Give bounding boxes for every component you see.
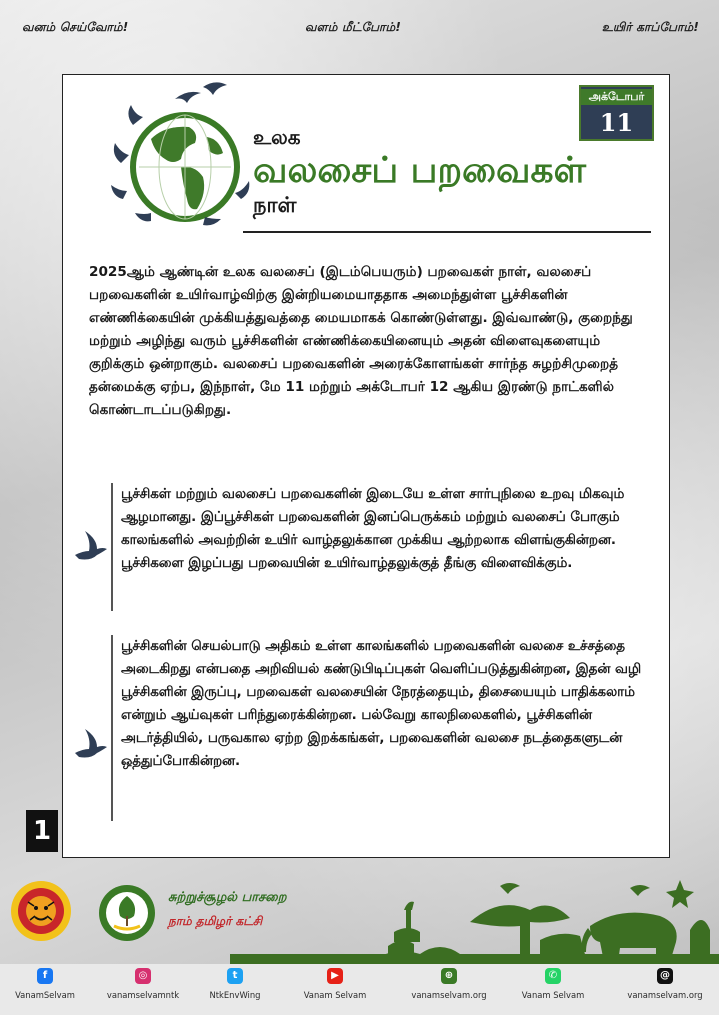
section-paragraph: பூச்சிகள் மற்றும் வலசைப் பறவைகளின் இடையே உள்ள சார்புநிலை உறவு மிகவும் ஆழமானது. இப்பூச்சிகள் பறவைகளின் இனப்பெருக்கம் மற்றும் வலசைப் போகும் காலங்களில் அவற்றின் உயிர் வாழ்தலுக்கான முக்கிய ஆற்றலாக விளங்குகின்றன. பூச்சிகளை இழப்பது பறவையின் உயிர்வாழ்தலுக்குத் தீங்கு விளைவிக்கும்.: [121, 487, 625, 571]
date-month: அக்டோபர்: [581, 89, 652, 105]
slogan-center: வளம் மீட்போம்!: [305, 20, 402, 34]
social-label: vanamselvam.org: [411, 990, 487, 1000]
social-link-website[interactable]: [404, 968, 494, 1000]
tiger-emblem-logo: [10, 880, 72, 942]
footer-branding: [0, 870, 719, 960]
globe-icon: [133, 115, 237, 219]
social-label: vanamselvamntk: [106, 990, 180, 1000]
page-title: வலசைப் பறவைகள்: [253, 150, 586, 191]
social-link-twitter[interactable]: [190, 968, 280, 1000]
slogan-bar: [0, 20, 719, 44]
social-link-whatsapp[interactable]: [508, 968, 598, 1000]
globe-birds-illustration: [103, 81, 263, 231]
social-link-facebook[interactable]: [0, 968, 90, 1000]
title-day: நாள்: [253, 193, 297, 217]
social-link-youtube[interactable]: [290, 968, 380, 1000]
content-card: [62, 74, 670, 858]
social-link-threads[interactable]: [620, 968, 710, 1000]
threads-icon: @: [657, 968, 673, 984]
slogan-left: வனம் செய்வோம்!: [22, 20, 129, 34]
social-label: Vanam Selvam: [521, 990, 585, 1000]
section-divider-bar: [111, 635, 113, 821]
social-links-bar: [0, 964, 719, 1015]
party-name: நாம் தமிழர் கட்சி: [168, 914, 263, 928]
title-world: உலக: [253, 125, 301, 149]
dove-icon: [71, 529, 109, 563]
social-label: vanamselvam.org: [627, 990, 703, 1000]
social-label: NtkEnvWing: [209, 990, 261, 1000]
youtube-icon: ▶: [327, 968, 343, 984]
section-divider-bar: [111, 483, 113, 611]
date-badge: [579, 85, 654, 141]
date-day: 11: [599, 108, 634, 137]
dove-icon: [71, 727, 109, 761]
social-link-instagram[interactable]: [98, 968, 188, 1000]
section-migration-timing: [63, 635, 671, 821]
grass-strip: [230, 954, 719, 964]
social-label: VanamSelvam: [15, 990, 75, 1000]
section-insect-dependency: [63, 483, 671, 611]
org-name: சுற்றுச்சூழல் பாசறை: [168, 890, 287, 905]
title-divider: [243, 231, 651, 233]
twitter-icon: t: [227, 968, 243, 984]
facebook-icon: f: [37, 968, 53, 984]
whatsapp-icon: ✆: [545, 968, 561, 984]
section-paragraph: பூச்சிகளின் செயல்பாடு அதிகம் உள்ள காலங்களில் பறவைகளின் வலசை உச்சத்தை அடைகிறது என்பதை அறிவியல் கண்டுபிடிப்புகள் வெளிப்படுத்துகின்றன, இதன் வழி பூச்சிகளின் இருப்பு, பறவைகள் வலசையின் நேரத்தையும், திசையையும் பாதிக்கலாம் என்றும் ஆய்வுகள் பரிந்துரைக்கின்றன. பல்வேறு காலநிலைகளில், பூச்சிகளின் அடர்த்தியில், பருவகால ஏற்ற இறக்கங்கள், பறவைகளின் வலசை நடத்தைகளுடன் ஒத்துப்போகின்றன.: [121, 639, 642, 769]
page-number: 1: [26, 810, 58, 852]
social-label: Vanam Selvam: [303, 990, 367, 1000]
intro-paragraph: 2025ஆம் ஆண்டின் உலக வலசைப் (இடம்பெயரும்) பறவைகள் நாள், வலசைப் பறவைகளின் உயிர்வாழ்விற்கு இன்றியமையாததாக அமைந்துள்ள பூச்சிகளின் எண்ணிக்கையின் முக்கியத்துவத்தை மையமாகக் கொண்டுள்ளது. இவ்வாண்டு, குறைந்து மற்றும் அழிந்து வரும் பூச்சிகளின் எண்ணிக்கையினையும் அதன் விளைவுகளையும் குறிக்கும் ஒன்றாகும். வலசைப் பறவைகளின் அரைக்கோளங்கள் சார்ந்த சுழற்சிமுறைத் தன்மைக்கு ஏற்ப, இந்நாள், மே 11 மற்றும் அக்டோபர் 12 ஆகிய இரண்டு நாட்களில் கொண்டாடப்படுகிறது.: [89, 264, 633, 418]
environment-wing-logo: [98, 884, 156, 942]
globe-icon: ⊕: [441, 968, 457, 984]
instagram-icon: ◎: [135, 968, 151, 984]
slogan-right: உயிர் காப்போம்!: [601, 20, 699, 34]
